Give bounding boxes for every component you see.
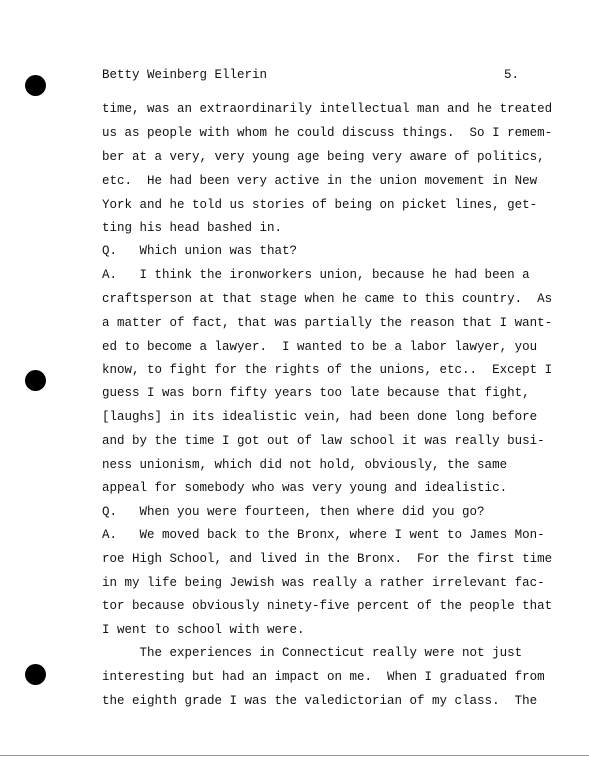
punch-hole-top [25, 75, 46, 96]
text-line: time, was an extraordinarily intellectual man and he treated [102, 102, 553, 116]
text-line: ed to become a lawyer. I wanted to be a labor lawyer, you [102, 340, 538, 354]
text-line: etc. He had been very active in the union movement in New [102, 174, 538, 188]
text-line: a matter of fact, that was partially the reason that I want- [102, 316, 553, 330]
paragraph-start-line: The experiences in Connecticut really were not just [102, 646, 523, 660]
question-line: Q. Which union was that? [102, 244, 298, 258]
text-line: I went to school with were. [102, 623, 305, 637]
text-line: and by the time I got out of law school it was really busi- [102, 434, 545, 448]
text-line: guess I was born fifty years too late because that fight, [102, 386, 530, 400]
text-line: us as people with whom he could discuss things. So I remem- [102, 126, 553, 140]
header-name: Betty Weinberg Ellerin [102, 68, 268, 82]
answer-line: A. I think the ironworkers union, because he had been a [102, 268, 530, 282]
page-number: 5. [504, 68, 520, 82]
text-line: the eighth grade I was the valedictorian of my class. The [102, 694, 538, 708]
text-line: roe High School, and lived in the Bronx. For the first time [102, 552, 553, 566]
text-line: craftsperson at that stage when he came to this country. As [102, 292, 553, 306]
text-line: [laughs] in its idealistic vein, had been done long before [102, 410, 538, 424]
text-line: ness unionism, which did not hold, obviously, the same [102, 458, 508, 472]
text-line: ting his head bashed in. [102, 221, 283, 235]
text-line: in my life being Jewish was really a rather irrelevant fac- [102, 576, 545, 590]
question-line: Q. When you were fourteen, then where did you go? [102, 505, 485, 519]
text-line: York and he told us stories of being on picket lines, get- [102, 198, 538, 212]
punch-hole-bottom [25, 664, 46, 685]
text-line: interesting but had an impact on me. When I graduated from [102, 670, 545, 684]
text-line: ber at a very, very young age being very aware of politics, [102, 150, 545, 164]
answer-line: A. We moved back to the Bronx, where I went to James Mon- [102, 528, 545, 542]
punch-hole-middle [25, 370, 46, 391]
bottom-edge-rule [0, 755, 589, 756]
text-line: know, to fight for the rights of the unions, etc.. Except I [102, 363, 553, 377]
text-line: appeal for somebody who was very young and idealistic. [102, 481, 508, 495]
text-line: tor because obviously ninety-five percent of the people that [102, 599, 553, 613]
